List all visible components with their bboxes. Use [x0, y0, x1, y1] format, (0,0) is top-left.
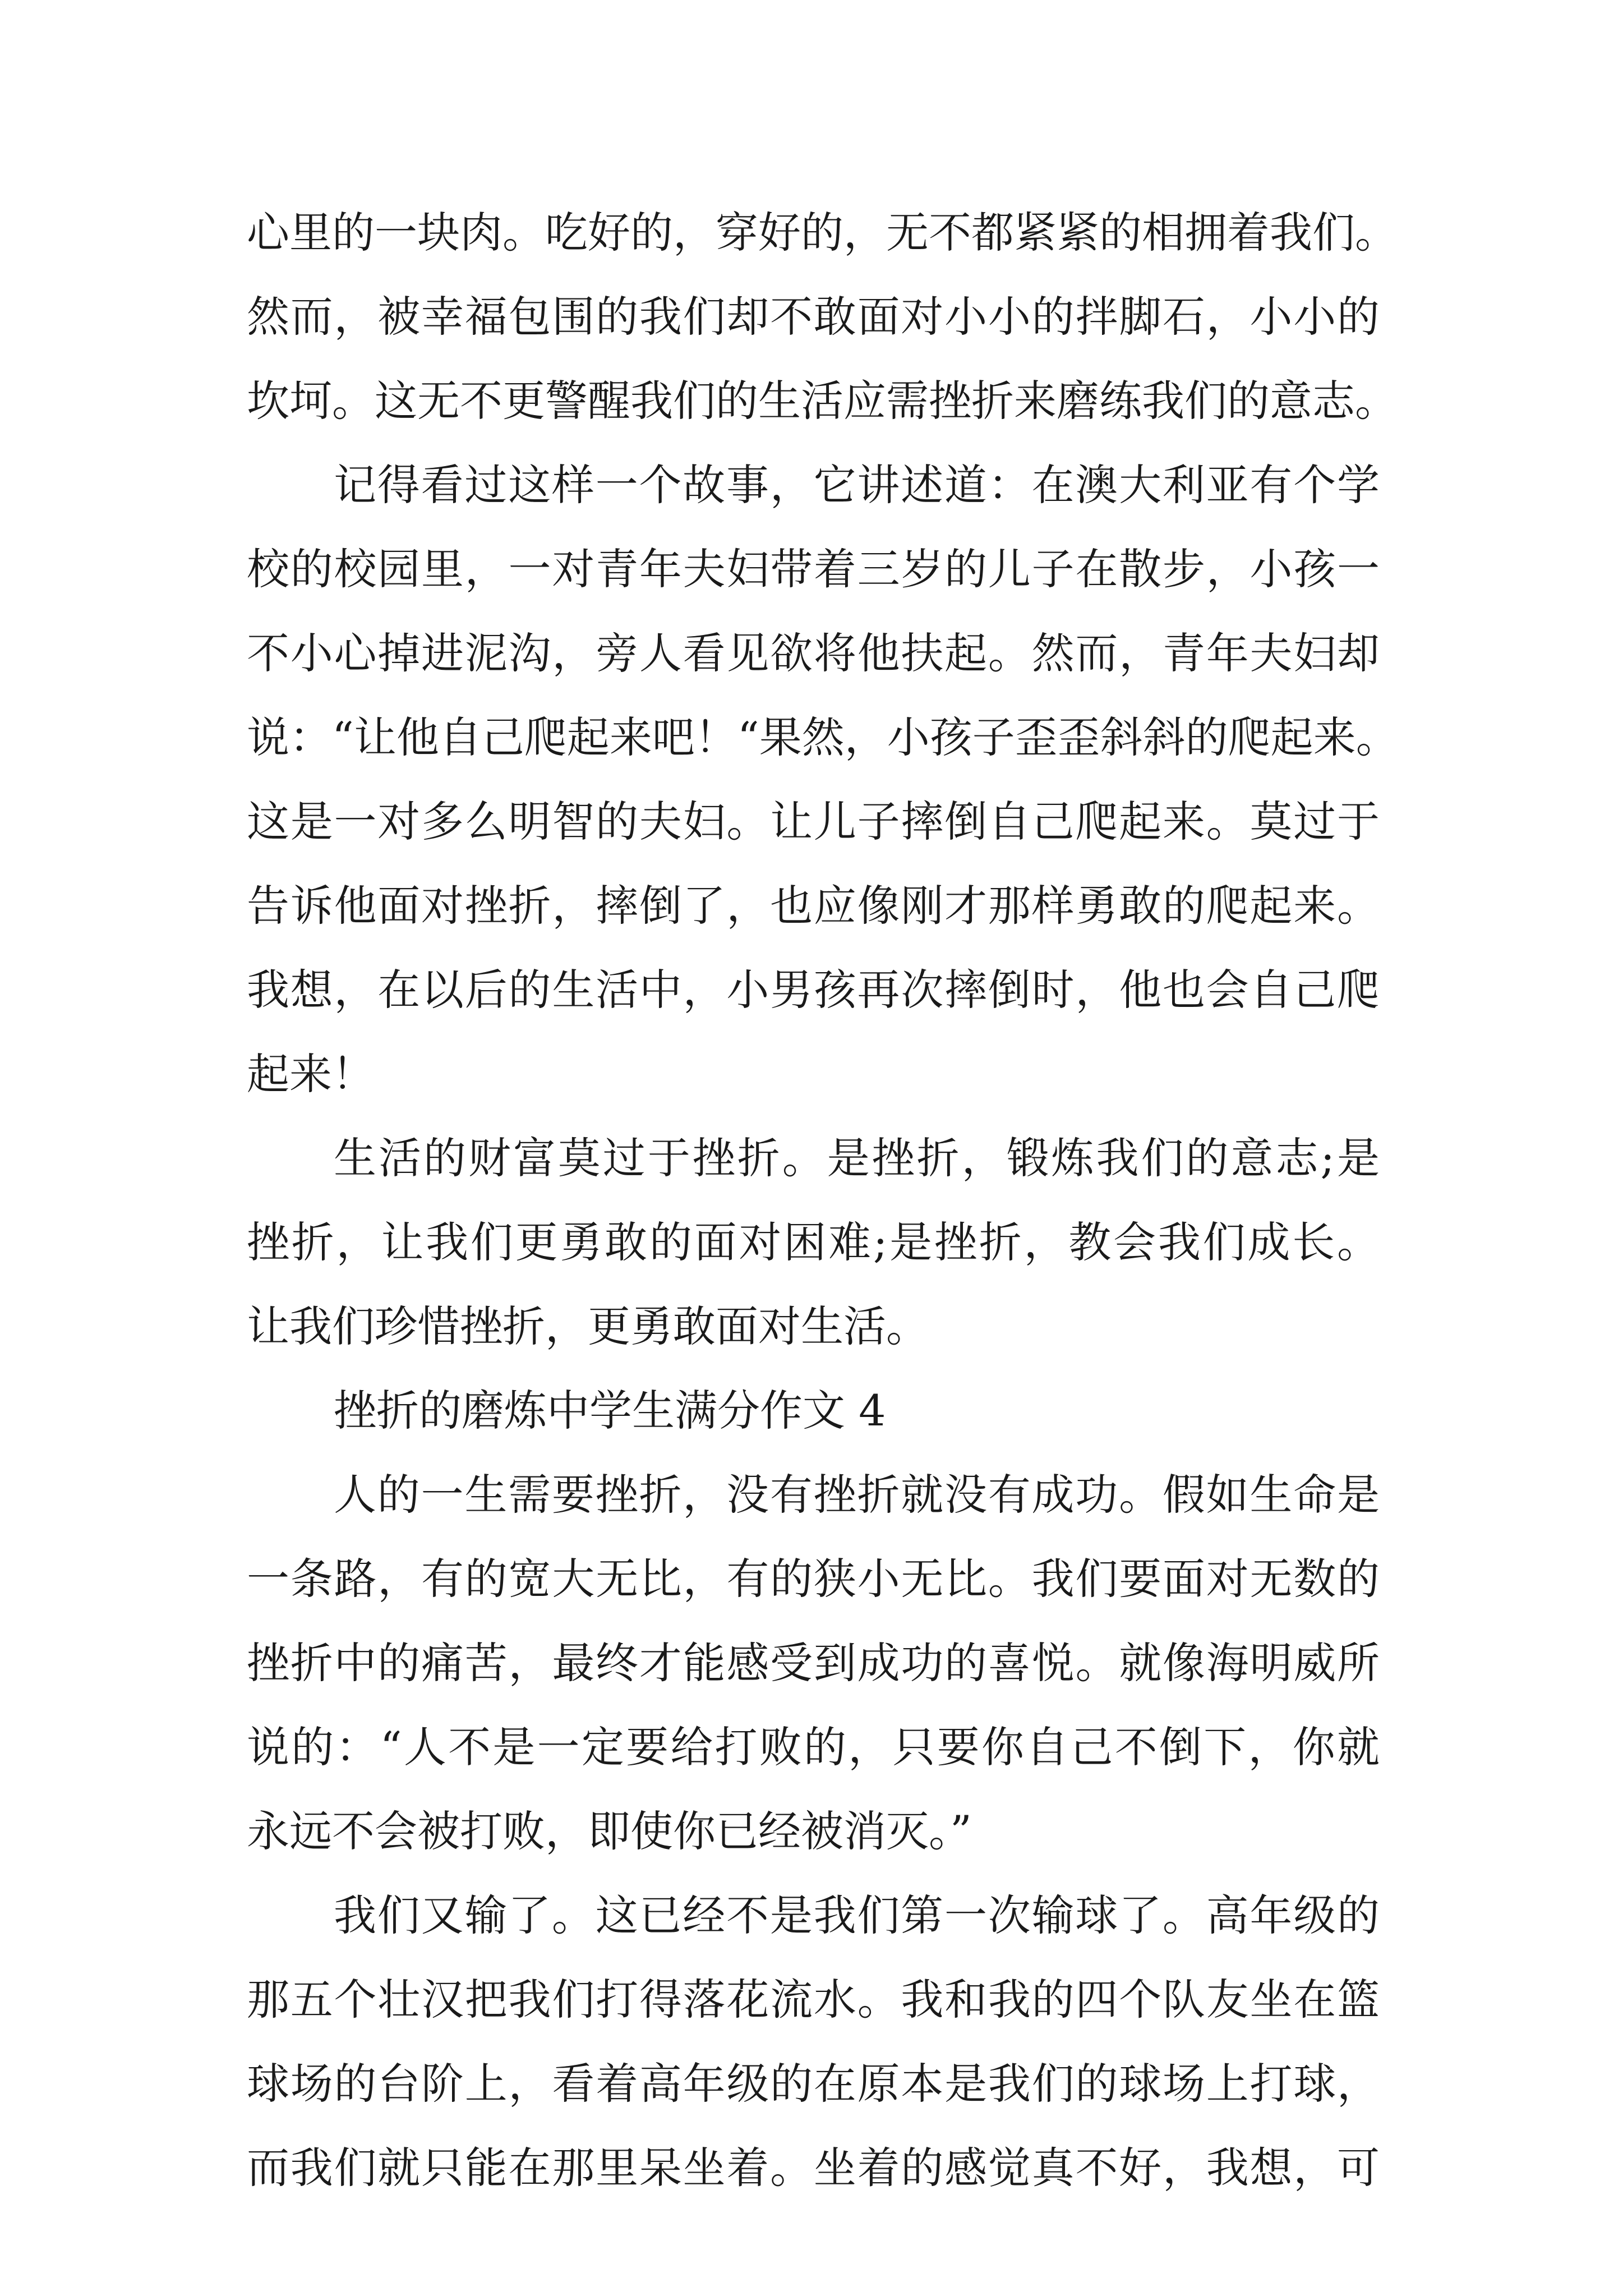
text-line: 然而，被幸福包围的我们却不敢面对小小的拌脚石，小小的 [247, 292, 1380, 342]
paragraph-last-line: 永远不会被打败，即使你已经被消灭。” [247, 1806, 972, 1856]
text-line: 球场的台阶上，看着高年级的在原本是我们的球场上打球， [247, 2059, 1380, 2109]
text-line: 校的校园里，一对青年夫妇带着三岁的儿子在散步，小孩一 [247, 544, 1380, 594]
paragraph-last-line: 让我们珍惜挫折，更勇敢面对生活。 [247, 1301, 929, 1351]
text-line: 挫折中的痛苦，最终才能感受到成功的喜悦。就像海明威所 [247, 1638, 1380, 1688]
text-line: 告诉他面对挫折，摔倒了，也应像刚才那样勇敢的爬起来。 [247, 881, 1380, 931]
text-line: 这是一对多么明智的夫妇。让儿子摔倒自己爬起来。莫过于 [247, 797, 1380, 846]
text-line: 而我们就只能在那里呆坐着。坐着的感觉真不好，我想，可 [247, 2143, 1380, 2193]
text-line: 说：“让他自己爬起来吧！“果然，小孩子歪歪斜斜的爬起来。 [247, 712, 1399, 762]
text-line: 坎坷。这无不更警醒我们的生活应需挫折来磨练我们的意志。 [247, 376, 1398, 426]
paragraph-first-line: 人的一生需要挫折，没有挫折就没有成功。假如生命是 [334, 1470, 1380, 1520]
text-line: 挫折，让我们更勇敢的面对困难;是挫折，教会我们成长。 [247, 1217, 1380, 1267]
text-line: 心里的一块肉。吃好的，穿好的，无不都紧紧的相拥着我们。 [247, 208, 1398, 257]
text-line: 那五个壮汉把我们打得落花流水。我和我的四个队友坐在篮 [247, 1975, 1380, 2024]
paragraph-first-line: 记得看过这样一个故事，它讲述道：在澳大利亚有个学 [334, 460, 1380, 510]
text-line: 我想，在以后的生活中，小男孩再次摔倒时，他也会自己爬 [247, 965, 1380, 1015]
text-line: 不小心掉进泥沟，旁人看见欲将他扶起。然而，青年夫妇却 [247, 628, 1380, 678]
section-heading: 挫折的磨炼中学生满分作文 4 [334, 1386, 886, 1435]
paragraph-first-line: 生活的财富莫过于挫折。是挫折，锻炼我们的意志;是 [334, 1133, 1380, 1183]
text-line: 说的：“人不是一定要给打败的，只要你自己不倒下，你就 [247, 1722, 1380, 1772]
paragraph-last-line: 起来！ [247, 1049, 375, 1099]
paragraph-first-line: 我们又输了。这已经不是我们第一次输球了。高年级的 [334, 1890, 1380, 1940]
text-line: 一条路，有的宽大无比，有的狭小无比。我们要面对无数的 [247, 1554, 1380, 1604]
